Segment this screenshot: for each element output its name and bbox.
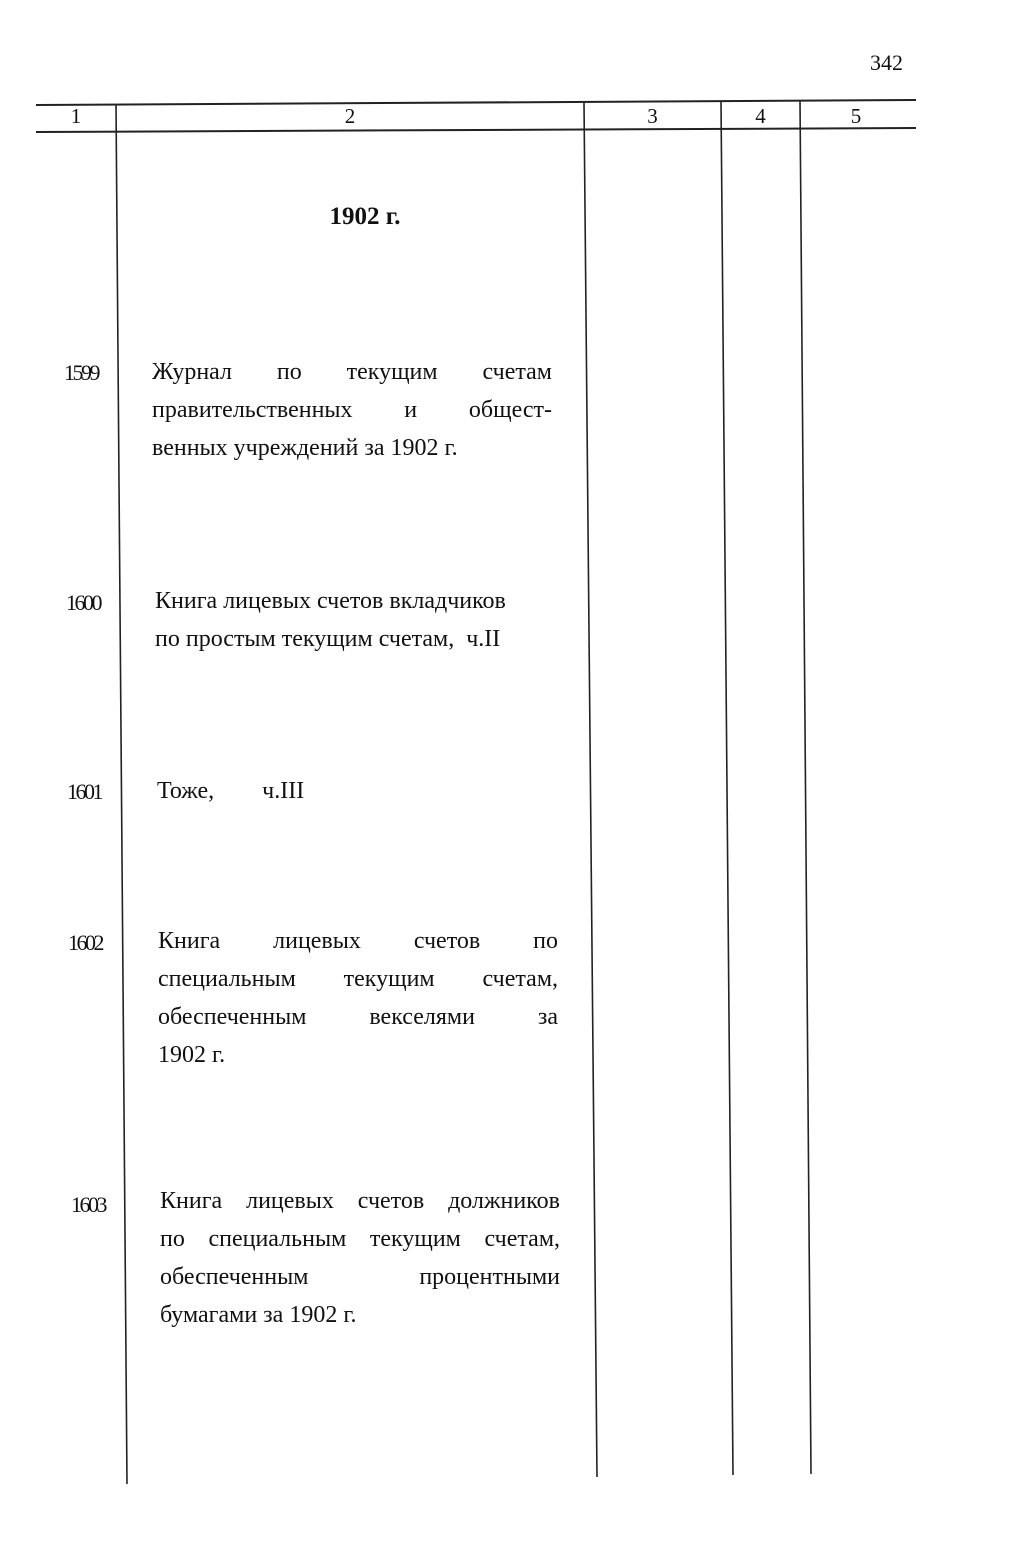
- description-line: обеспеченным векселями за: [158, 1004, 558, 1030]
- description-line: обеспеченным процентными: [160, 1264, 560, 1290]
- column-header-1: 1: [70, 104, 82, 128]
- description-line: Книга лицевых счетов должников: [160, 1188, 560, 1214]
- record-description: [152, 353, 552, 467]
- description-line: бумагами за 1902 г.: [160, 1302, 357, 1328]
- record-description: [160, 1182, 560, 1334]
- column-header-2: 2: [344, 104, 356, 128]
- record-number: 1602: [68, 930, 102, 955]
- record-description: [155, 582, 555, 658]
- column-header-4: 4: [755, 104, 766, 128]
- description-line: по простым текущим счетам, ч.II: [155, 626, 501, 652]
- description-line: правительственных и общест-: [152, 397, 552, 423]
- column-header-3: 3: [647, 104, 658, 128]
- description-line: 1902 г.: [158, 1042, 226, 1068]
- record-number: 1599: [64, 360, 98, 385]
- description-line: специальным текущим счетам,: [158, 966, 558, 992]
- section-heading-year: 1902 г.: [329, 203, 401, 230]
- record-description: [158, 922, 558, 1074]
- record-number: 1600: [66, 590, 100, 615]
- record-number: 1603: [71, 1192, 105, 1217]
- record-description: [157, 772, 557, 810]
- description-line: Тоже, ч.III: [157, 778, 305, 804]
- record-number: 1601: [67, 779, 101, 804]
- description-line: Книга лицевых счетов по: [158, 928, 558, 954]
- column-header-5: 5: [850, 104, 862, 128]
- description-line: Журнал по текущим счетам: [152, 359, 552, 385]
- description-line: по специальным текущим счетам,: [160, 1226, 560, 1252]
- page-number: 342: [870, 50, 903, 75]
- description-line: Книга лицевых счетов вкладчиков: [155, 588, 506, 614]
- description-line: венных учреждений за 1902 г.: [152, 435, 458, 461]
